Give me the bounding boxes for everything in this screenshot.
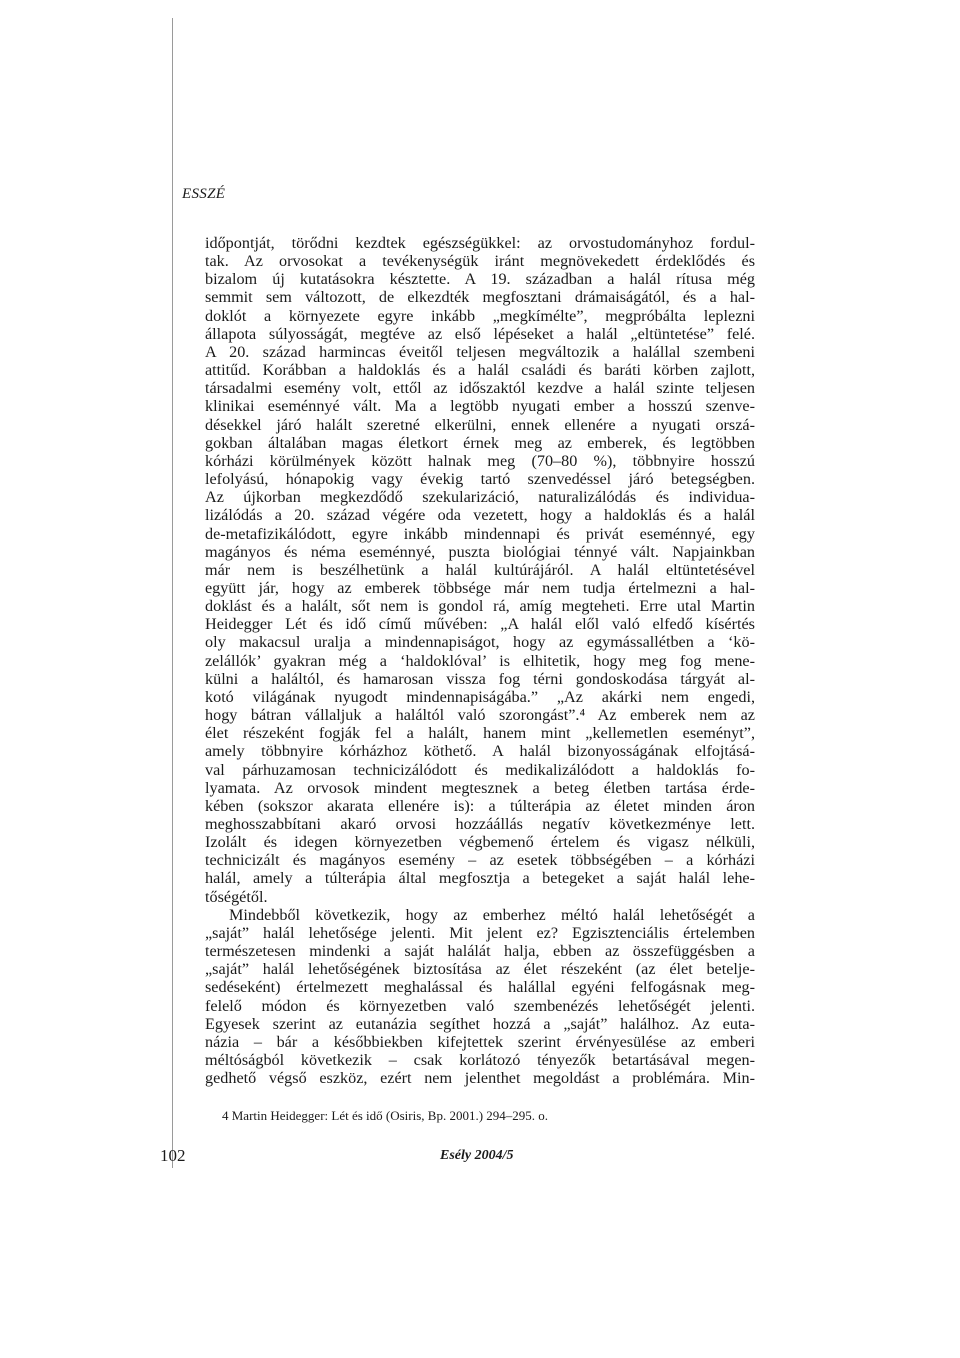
text-line: Egyesek szerint az eutanázia segíthet hozzá a „saját” halálhoz. Az euta- [205, 1014, 755, 1033]
text-line: doklót a környezete egyre inkább „megkímélte”, megpróbálta leplezni [205, 306, 755, 325]
text-line: Az újkorban megkezdődő szekularizáció, naturalizálódás és individua- [205, 488, 755, 507]
text-line: méltóságból következik – csak korlátozó tényezők betartásával megen- [205, 1051, 755, 1070]
text-line: felelő módon és környezetben való szembenézés lehetőségét jelenti. [205, 996, 755, 1015]
text-line: tőségétől. [205, 887, 268, 906]
text-line: lefolyású, hónapokig vagy évekig tartó szenvedéssel járó betegségben. [205, 470, 755, 489]
text-line: val párhuzamosan technicizálódott és medikalizálódott a haldoklás fo- [205, 760, 755, 779]
text-line: technicizált és magányos esemény – az esetek többségében – a kórházi [205, 851, 755, 870]
section-label: ESSZÉ [182, 186, 226, 202]
text-line: már nem is beszélhetünk a halál kultúrájáról. A halál eltüntetésével [205, 560, 755, 579]
text-line: halál, amely a túlterápia által megfosztja a betegeket a saját halál lehe- [205, 869, 755, 888]
text-line: természetesen mindenki a saját halálát halja, ebben az összefüggésben a [205, 942, 755, 961]
text-line: élet részeként fogják fel a halált, hanem mint „kellemetlen eseményt”, [205, 724, 755, 743]
text-line: attitűd. Korábban a haldoklás és a halál családi és baráti körben zajlott, [205, 361, 755, 380]
text-line: tak. Az orvosokat a tevékenységük iránt megnövekedett érdeklődés és [205, 252, 755, 271]
text-line: magányos és néma eseménnyé, puszta biológiai ténnyé vált. Napjainkban [205, 542, 755, 561]
text-line: názia – bár a későbbiekben kifejtettek szerint érvényesülése az emberi [205, 1032, 755, 1051]
page-number: 102 [160, 1146, 186, 1165]
text-line: „saját” halál lehetőségének biztosítása az élet részeként (az élet betelje- [205, 960, 755, 979]
text-line: gedhető végső eszköz, ezért nem jelenthet megoldást a problémára. Min- [205, 1069, 755, 1088]
text-line: klinikai eseménnyé vált. Ma a legtöbb nyugati ember a hosszú szenve- [205, 397, 755, 416]
text-line: „saját” halál lehetősége jelenti. Mit jelent ez? Egzisztenciális értelemben [205, 923, 755, 942]
text-line: meghosszabbítani akaró orvosi hozzáállás negatív következménye lett. [205, 815, 755, 833]
body-text [205, 234, 755, 1087]
text-line: állapota súlyosságát, megtéve az első lépéseket a halál „eltüntetése” felé. [205, 324, 755, 343]
text-line: Izolált és idegen környezetben végbemenő értelem és vigasz nélküli, [205, 833, 755, 852]
text-line: A 20. század harmincas éveitől teljesen megváltozik a halállal szembeni [205, 342, 755, 361]
journal-info: Esély 2004/5 [440, 1148, 514, 1163]
text-line: oly makacsul uralja a mindennapiságot, hogy az egymássallétben a ‘kö- [205, 633, 755, 652]
text-line: gokban általában magas életkort érnek meg az emberek, és legtöbben [205, 433, 755, 452]
text-line: hogy bátran vállaljuk a haláltól való szorongást”.⁴ Az emberek nem az [205, 706, 755, 725]
margin-rule [172, 18, 173, 1168]
text-line: kotó világának nyugodt mindennapiságába.” „Az akárki nem engedi, [205, 687, 755, 706]
text-line: lizálódás a 20. század végére oda vezetett, hogy a haldoklás és a halál [205, 506, 755, 525]
text-line: lyamata. Az orvosok mindent megtesznek a beteg életben tartása érde- [205, 778, 755, 797]
text-line: kében (sokszor akarata ellenére is): a túlterápia az életet minden áron [205, 796, 755, 815]
text-line: zelállók’ gyakran még a ‘haldoklóval’ is elhitetik, hogy meg fog mene- [205, 651, 755, 670]
text-line: Mindebből következik, hogy az emberhez méltó halál lehetőségét a [229, 905, 755, 924]
text-line: külni a haláltól, és hamarosan vissza fog térni gondoskodása tárgyát al- [205, 669, 755, 688]
text-line: társadalmi esemény volt, ettől az időszaktól kezdve a halál szinte teljesen [205, 379, 755, 398]
text-line: désekkel járó halált szeretné elkerülni, ennek ellenére a nyugati orszá- [205, 415, 755, 434]
text-line: doklást és a halált, sőt nem is gondol rá, amíg megteheti. Erre utal Martin [205, 597, 755, 616]
text-line: időpontját, törődni kezdtek egészségükkel: az orvostudományhoz fordul- [205, 234, 755, 252]
text-line: sedéseként) értelmezett meghalással és halállal egyéni felfogásnak meg- [205, 978, 755, 997]
text-line: kórházi körülmények között halnak meg (70–80 %), többnyire hosszú [205, 451, 755, 470]
text-line: de-metafizikálódott, egyre inkább mindennapi és privát eseménnyé, egy [205, 524, 755, 543]
text-line: együtt jár, hogy az emberek többsége már nem tudja értelmezni a hal- [205, 578, 755, 597]
text-line: Heidegger Lét és idő című művében: „A halál elől való elfedő kísértés [205, 615, 755, 634]
text-line: bizalom új kutatásokra késztette. A 19. században a halál rítusa még [205, 270, 755, 289]
text-line: amely többnyire kórházhoz köthető. A halál bizonyosságának elfojtásá- [205, 742, 755, 761]
footnote: 4 Martin Heidegger: Lét és idő (Osiris, Bp. 2001.) 294–295. o. [222, 1108, 549, 1123]
text-line: semmit sem változott, de elkezdték megfosztani drámaiságától, és a hal- [205, 288, 755, 307]
